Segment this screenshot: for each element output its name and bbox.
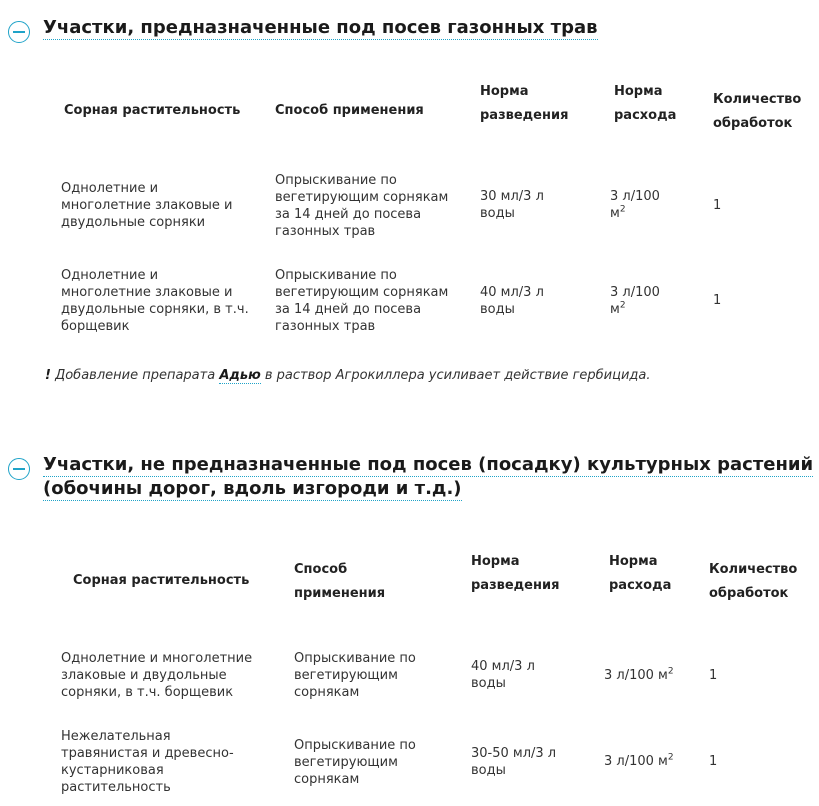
header-method: Способ применения — [294, 562, 386, 601]
cell-count: 1 — [709, 668, 718, 683]
header-rate: Норма расхода — [609, 554, 672, 593]
header-count: Количество обработок — [709, 562, 798, 601]
cell-count: 1 — [713, 293, 722, 308]
note-exclamation: ! — [45, 368, 51, 383]
cell-rate: 3 л/100 $м^2$ — [604, 666, 674, 683]
section-title-text: Участки, предназначенные под посев газонных трав — [43, 17, 598, 38]
section-title — [43, 453, 813, 501]
cell-method: Опрыскивание по вегетирующим сорнякам за 14 дней до посева газонных трав — [275, 173, 449, 239]
cell-count: 1 — [709, 754, 718, 769]
cell-rate: 3 л/100 $м^2$ — [610, 285, 660, 317]
cell-rate: 3 л/100 $м^2$ — [604, 752, 674, 769]
section-header-roadside[interactable] — [8, 453, 813, 501]
cell-dilution: 30-50 мл/3 л воды — [471, 746, 557, 778]
cell-dilution: 40 мл/3 л воды — [471, 659, 535, 691]
header-dilution: Норма разведения — [480, 84, 569, 123]
section-title — [43, 16, 598, 40]
cell-dilution: 30 мл/3 л воды — [480, 189, 544, 221]
section-header-lawn[interactable] — [8, 16, 598, 43]
cell-weed: Однолетние и многолетние злаковые и двудольные сорняки — [61, 181, 233, 230]
collapse-minus-icon[interactable] — [8, 21, 30, 43]
note-text-after: в раствор Агрокиллера усиливает действие гербицида. — [260, 368, 651, 383]
cell-method: Опрыскивание по вегетирующим сорнякам — [294, 738, 416, 787]
cell-count: 1 — [713, 198, 722, 213]
section-title-line1: Участки, не предназначенные под посев (посадку) культурных растений — [43, 454, 814, 475]
cell-method: Опрыскивание по вегетирующим сорнякам за 14 дней до посева газонных трав — [275, 268, 449, 334]
cell-weed: Однолетние и многолетние злаковые и двудольные сорняки, в т.ч. борщевик — [61, 268, 249, 334]
header-rate: Норма расхода — [614, 84, 677, 123]
cell-rate: 3 л/100 $м^2$ — [610, 189, 660, 221]
note-text-before: Добавление препарата — [50, 368, 220, 383]
cell-dilution: 40 мл/3 л воды — [480, 285, 544, 317]
cell-weed: Нежелательная травянистая и древесно-кустарниковая растительность — [61, 729, 234, 795]
section-title-line2: (обочины дорог, вдоль изгороди и т.д.) — [43, 478, 462, 499]
header-dilution: Норма разведения — [471, 554, 560, 593]
header-weed: Сорная растительность — [64, 103, 241, 118]
cell-method: Опрыскивание по вегетирующим сорнякам — [294, 651, 416, 700]
product-link-adyu[interactable]: Адью — [219, 368, 261, 383]
herbicide-note — [45, 368, 651, 383]
header-method: Способ применения — [275, 103, 424, 118]
header-count: Количество обработок — [713, 92, 802, 131]
header-weed: Сорная растительность — [73, 573, 250, 588]
collapse-minus-icon[interactable] — [8, 458, 30, 480]
cell-weed: Однолетние и многолетние злаковые и двудольные сорняки, в т.ч. борщевик — [61, 651, 253, 700]
